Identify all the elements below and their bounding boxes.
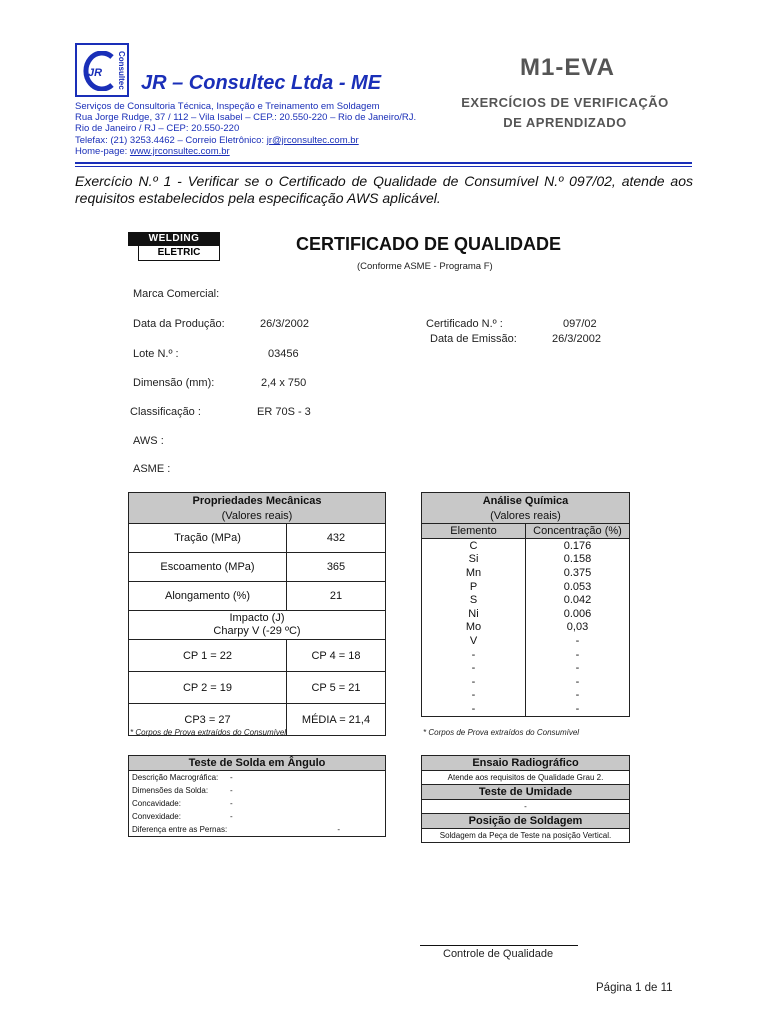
fillet-label: Dimensões da Solda: bbox=[129, 784, 231, 797]
element-cell: - bbox=[422, 661, 526, 675]
concentration-cell: 0.053 bbox=[526, 580, 630, 594]
table-row bbox=[129, 810, 386, 823]
classificacao-value: ER 70S - 3 bbox=[257, 406, 311, 418]
element-cell: C bbox=[422, 539, 526, 553]
email-link[interactable]: jr@jrconsultec.com.br bbox=[266, 135, 359, 146]
table-row bbox=[422, 675, 630, 689]
cp-cell: CP 5 = 21 bbox=[287, 672, 386, 704]
fillet-value: - bbox=[230, 810, 386, 823]
humidity-value: - bbox=[422, 800, 630, 814]
fillet-label: Concavidade: bbox=[129, 797, 231, 810]
mechanical-note: * Corpos de Prova extraídos do Consumível bbox=[130, 728, 287, 737]
fillet-value: - bbox=[230, 823, 386, 837]
fillet-value: - bbox=[230, 771, 386, 785]
table-row bbox=[422, 689, 630, 703]
asme-label: ASME : bbox=[133, 463, 171, 475]
element-cell: P bbox=[422, 580, 526, 594]
data-producao-value: 26/3/2002 bbox=[260, 318, 309, 330]
table-row bbox=[129, 553, 386, 582]
signature-line bbox=[420, 945, 578, 946]
brand-badge-bottom: ELETRIC bbox=[138, 246, 220, 261]
table-row bbox=[422, 539, 630, 553]
table-row bbox=[129, 611, 386, 640]
data-producao-label: Data da Produção: bbox=[133, 318, 225, 330]
concentration-cell: - bbox=[526, 675, 630, 689]
concentration-cell: 0.176 bbox=[526, 539, 630, 553]
table-row bbox=[422, 648, 630, 662]
brand-badge-top: WELDING bbox=[128, 232, 220, 246]
company-address: Rua Jorge Rudge, 37 / 112 – Vila Isabel – CEP.: 20.550-220 – Rio de Janeiro/RJ. bbox=[75, 112, 417, 123]
chemical-analysis-table bbox=[421, 492, 630, 717]
table-row bbox=[422, 634, 630, 648]
cp-cell: CP 4 = 18 bbox=[287, 640, 386, 672]
concentration-cell: - bbox=[526, 661, 630, 675]
impact-label: Impacto (J) bbox=[229, 612, 285, 624]
company-homepage bbox=[75, 147, 230, 157]
table-row bbox=[422, 702, 630, 716]
concentration-cell: 0.006 bbox=[526, 607, 630, 621]
certificado-label: Certificado N.º : bbox=[426, 318, 503, 330]
concentration-cell: - bbox=[526, 648, 630, 662]
data-emissao-label: Data de Emissão: bbox=[430, 333, 517, 345]
table-row bbox=[129, 784, 386, 797]
lote-label: Lote N.º : bbox=[133, 348, 179, 360]
company-name: JR – Consultec Ltda - ME bbox=[141, 72, 382, 94]
table-row bbox=[422, 580, 630, 594]
fillet-label: Convexidade: bbox=[129, 810, 231, 823]
marca-label: Marca Comercial: bbox=[133, 288, 220, 300]
table-row bbox=[129, 672, 386, 704]
cp-cell: CP 1 = 22 bbox=[129, 640, 287, 672]
element-cell: S bbox=[422, 593, 526, 607]
table-row bbox=[129, 823, 386, 837]
company-city: Rio de Janeiro / RJ – CEP: 20.550-220 bbox=[75, 123, 240, 134]
alongamento-label: Alongamento (%) bbox=[129, 582, 287, 611]
document-subtitle-line-1: EXERCÍCIOS DE VERIFICAÇÃO bbox=[461, 95, 669, 110]
cp-cell: CP3 = 27 bbox=[129, 704, 287, 736]
table-row bbox=[129, 640, 386, 672]
chemical-subtitle: (Valores reais) bbox=[422, 508, 630, 524]
alongamento-value: 21 bbox=[287, 582, 386, 611]
table-row bbox=[129, 524, 386, 553]
certificate-title: CERTIFICADO DE QUALIDADE bbox=[296, 234, 561, 254]
position-title: Posição de Soldagem bbox=[422, 814, 630, 829]
tracao-value: 432 bbox=[287, 524, 386, 553]
logo-mark-icon bbox=[82, 51, 116, 91]
mechanical-subtitle: (Valores reais) bbox=[129, 508, 386, 524]
fillet-title: Teste de Solda em Ângulo bbox=[129, 756, 386, 771]
certificate-subtitle: (Conforme ASME - Programa F) bbox=[357, 261, 493, 272]
element-cell: - bbox=[422, 689, 526, 703]
humidity-title: Teste de Umidade bbox=[422, 785, 630, 800]
fillet-label: Diferença entre as Pernas: bbox=[129, 823, 231, 837]
classificacao-label: Classificação : bbox=[130, 406, 201, 418]
cp-cell: CP 2 = 19 bbox=[129, 672, 287, 704]
company-contact bbox=[75, 136, 359, 146]
element-cell: V bbox=[422, 634, 526, 648]
homepage-prefix: Home-page: bbox=[75, 146, 130, 157]
svg-text:JR: JR bbox=[88, 67, 103, 79]
escoamento-label: Escoamento (MPa) bbox=[129, 553, 287, 582]
dimensao-value: 2,4 x 750 bbox=[261, 377, 307, 389]
document-subtitle-line-2: DE APRENDIZADO bbox=[503, 115, 627, 130]
dimensao-label: Dimensão (mm): bbox=[133, 377, 215, 389]
table-row bbox=[422, 607, 630, 621]
escoamento-value: 365 bbox=[287, 553, 386, 582]
header-divider-thin bbox=[75, 166, 692, 167]
element-column-header: Elemento bbox=[422, 524, 526, 539]
concentration-cell: - bbox=[526, 702, 630, 716]
element-cell: Mo bbox=[422, 621, 526, 635]
element-cell: - bbox=[422, 648, 526, 662]
page-number: Página 1 de 11 bbox=[596, 982, 673, 994]
concentration-cell: 0.158 bbox=[526, 553, 630, 567]
concentration-column-header: Concentração (%) bbox=[526, 524, 630, 539]
element-cell: Si bbox=[422, 553, 526, 567]
element-cell: Ni bbox=[422, 607, 526, 621]
table-row bbox=[129, 771, 386, 785]
chemical-note: * Corpos de Prova extraídos do Consumível bbox=[423, 728, 580, 737]
concentration-cell: 0,03 bbox=[526, 621, 630, 635]
radiographic-table bbox=[421, 755, 630, 843]
table-row bbox=[129, 797, 386, 810]
concentration-cell: 0.042 bbox=[526, 593, 630, 607]
element-cell: Mn bbox=[422, 566, 526, 580]
concentration-cell: - bbox=[526, 634, 630, 648]
radiographic-title: Ensaio Radiográfico bbox=[422, 756, 630, 771]
radiographic-value: Atende aos requisitos de Qualidade Grau 2. bbox=[422, 771, 630, 785]
fillet-label: Descrição Macrográfica: bbox=[129, 771, 231, 785]
logo-side-text: Consultec bbox=[117, 50, 126, 90]
certificado-value: 097/02 bbox=[563, 318, 597, 330]
document-code: M1-EVA bbox=[520, 54, 615, 81]
table-row bbox=[422, 553, 630, 567]
position-value: Soldagem da Peça de Teste na posição Vertical. bbox=[422, 829, 630, 843]
telefax-text: Telefax: (21) 3253.4462 – Correio Eletrônico: bbox=[75, 135, 267, 146]
table-row bbox=[422, 621, 630, 635]
element-cell: - bbox=[422, 702, 526, 716]
exercise-statement: Exercício N.º 1 - Verificar se o Certificado de Qualidade de Consumível N.º 097/02, atende aos requisitos estabelecidos pela especificação AWS aplicável. bbox=[75, 173, 693, 206]
mechanical-title: Propriedades Mecânicas bbox=[129, 493, 386, 509]
signature-label: Controle de Qualidade bbox=[443, 948, 554, 960]
fillet-weld-table bbox=[128, 755, 386, 837]
company-logo bbox=[75, 43, 129, 97]
data-emissao-value: 26/3/2002 bbox=[552, 333, 601, 345]
element-cell: - bbox=[422, 675, 526, 689]
aws-label: AWS : bbox=[133, 435, 164, 447]
homepage-link[interactable]: www.jrconsultec.com.br bbox=[129, 146, 230, 157]
table-row bbox=[422, 566, 630, 580]
table-row bbox=[422, 661, 630, 675]
table-row bbox=[129, 582, 386, 611]
tracao-label: Tração (MPa) bbox=[129, 524, 287, 553]
media-cell: MÉDIA = 21,4 bbox=[287, 704, 386, 736]
mechanical-properties-table bbox=[128, 492, 386, 736]
concentration-cell: 0.375 bbox=[526, 566, 630, 580]
fillet-value: - bbox=[230, 797, 386, 810]
chemical-title: Análise Química bbox=[422, 493, 630, 509]
company-info-line-1: Serviços de Consultoria Técnica, Inspeção e Treinamento em Soldagem bbox=[75, 101, 380, 112]
header-divider bbox=[75, 162, 692, 164]
fillet-value: - bbox=[230, 784, 386, 797]
charpy-label: Charpy V (-29 ºC) bbox=[213, 625, 301, 637]
concentration-cell: - bbox=[526, 689, 630, 703]
table-row bbox=[422, 593, 630, 607]
lote-value: 03456 bbox=[268, 348, 299, 360]
